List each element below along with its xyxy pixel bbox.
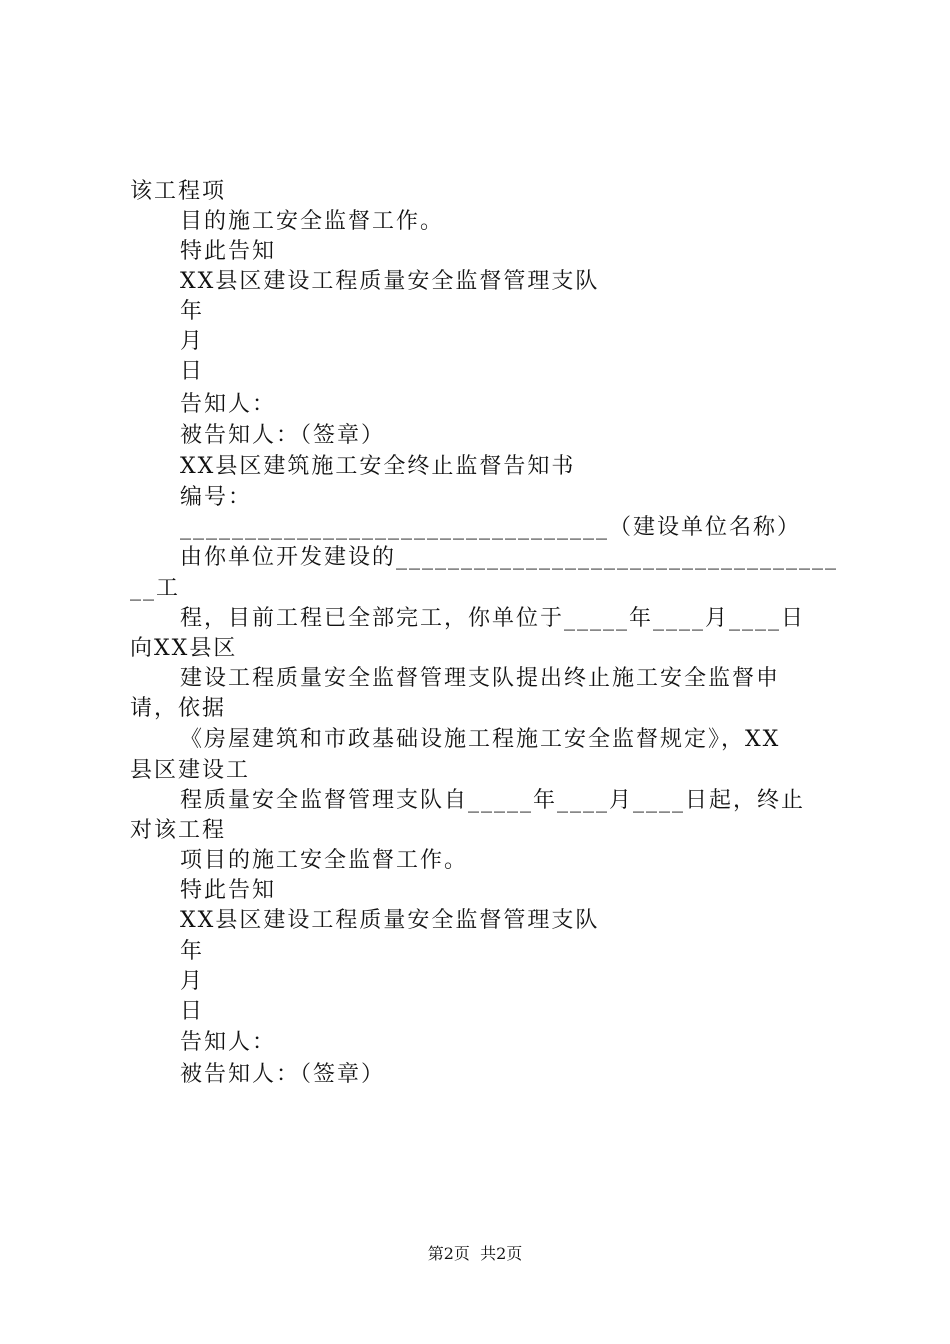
text-line: 请，依据	[130, 696, 227, 721]
text-line: 《房屋建筑和市政基础设施工程施工安全监督规定》，XX	[180, 727, 781, 752]
text-line: 日	[180, 359, 205, 384]
text-line: 月	[180, 969, 205, 994]
text-line: 告知人：	[180, 1030, 277, 1055]
text-line: 被告知人：（签章）	[180, 423, 386, 448]
text-line: 特此告知	[180, 239, 277, 264]
text-line: 该工程项	[130, 179, 227, 204]
text-line: 编号：	[180, 485, 253, 510]
text-line: 对该工程	[130, 818, 227, 843]
text-line: XX县区建设工程质量安全监督管理支队	[180, 269, 600, 294]
text-line: 建设工程质量安全监督管理支队提出终止施工安全监督申	[180, 666, 781, 691]
text-line: 向XX县区	[130, 636, 238, 661]
text-line: __工	[130, 576, 181, 601]
text-line: 县区建设工	[130, 758, 251, 783]
text-line: 项目的施工安全监督工作。	[180, 848, 469, 873]
page-number-footer: 第2页 共2页	[427, 1244, 523, 1263]
text-line: 特此告知	[180, 878, 277, 903]
text-line: 程质量安全监督管理支队自_____年____月____日起，终止	[180, 788, 806, 813]
text-line: 告知人：	[180, 392, 277, 417]
text-line: 日	[180, 999, 205, 1024]
text-line: 目的施工安全监督工作。	[180, 209, 445, 234]
text-line: XX县区建设工程质量安全监督管理支队	[180, 908, 600, 933]
text-line: 被告知人：（签章）	[180, 1062, 386, 1087]
document-title: XX县区建筑施工安全终止监督告知书	[180, 454, 576, 479]
text-line: 由你单位开发建设的__________________________________	[180, 545, 839, 570]
text-line: 月	[180, 329, 205, 354]
text-line: 年	[180, 939, 205, 964]
text-line: 年	[180, 299, 205, 324]
text-line: _________________________________（建设单位名称）	[180, 515, 802, 540]
text-line: 程，目前工程已全部完工，你单位于_____年____月____日	[180, 606, 806, 631]
